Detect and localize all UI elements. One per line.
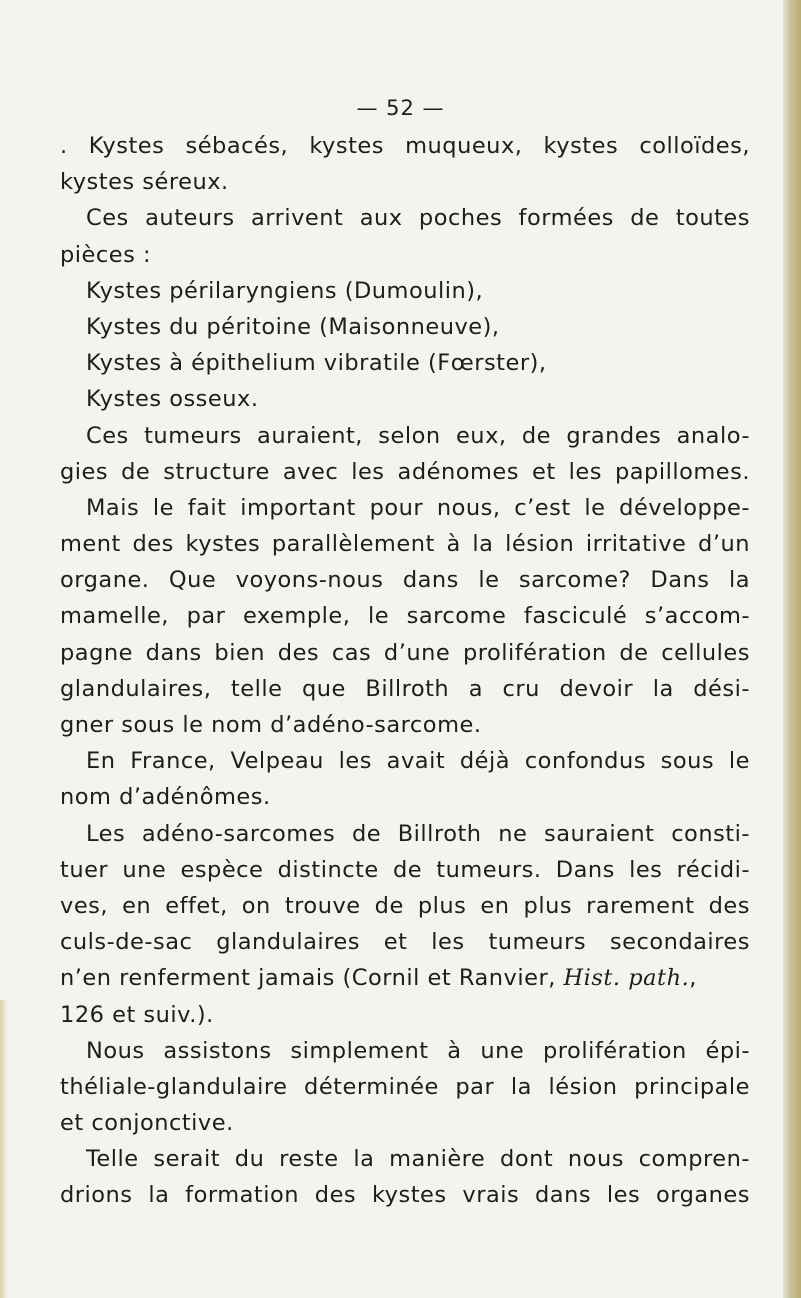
text-line-content: pagne dans bien des cas d’une prolifération de cellules (60, 639, 750, 666)
text-line-content: Mais le fait important pour nous, c’est le développe- (86, 494, 750, 521)
text-line (60, 924, 750, 960)
text-line-content: En France, Velpeau les avait déjà confondus sous le (86, 748, 750, 775)
page-number: — 52 — (356, 96, 445, 120)
text-line-content: Telle serait du reste la manière dont nous compren- (86, 1146, 750, 1173)
text-line (60, 490, 750, 526)
text-line (60, 418, 750, 454)
text-line (60, 1177, 750, 1213)
text-line (60, 816, 750, 852)
text-line (60, 1033, 750, 1069)
text-line (60, 671, 750, 707)
text-line (60, 852, 750, 888)
page-edge-left-shadow (0, 1000, 8, 1298)
text-line (60, 128, 750, 164)
text-line (60, 273, 750, 309)
text-line-content: kystes séreux. (60, 169, 229, 196)
text-line (60, 635, 750, 671)
text-line-content: nom d’adénômes. (60, 784, 271, 811)
text-line-content: Ces tumeurs auraient, selon eux, de grandes analo- (86, 422, 750, 449)
text-line (60, 381, 750, 417)
text-line-content: mamelle, par exemple, le sarcome fasciculé s’accom- (60, 603, 750, 630)
text-line-content: tuer une espèce distincte de tumeurs. Dans les récidi- (60, 856, 750, 883)
text-line-content: gner sous le nom d’adéno-sarcome. (60, 712, 482, 738)
text-line-content: Nous assistons simplement à une prolifération épi- (86, 1037, 750, 1064)
text-line (60, 526, 750, 562)
text-line (60, 1105, 750, 1141)
text-line (60, 345, 750, 381)
page-edge-shadow (783, 0, 801, 1298)
text-line (60, 888, 750, 924)
text-line-content: Ces auteurs arrivent aux poches formées de toutes (86, 205, 750, 232)
text-line (60, 164, 750, 200)
text-line-content: gies de structure avec les adénomes et les papillomes. (60, 458, 750, 485)
text-line (60, 1069, 750, 1105)
text-line-content: Kystes du péritoine (Maisonneuve), (86, 313, 500, 340)
text-line-content: théliale-glandulaire déterminée par la lésion principale (60, 1073, 750, 1100)
text-line-content: organe. Que voyons-nous dans le sarcome? Dans la (60, 567, 750, 594)
text-line (60, 960, 750, 996)
citation-punctuation: , (689, 965, 697, 992)
text-line-content: et conjonctive. (60, 1110, 234, 1137)
text-line (60, 743, 750, 779)
text-line-content: . Kystes sébacés, kystes muqueux, kystes colloïdes, (60, 133, 750, 159)
text-line-content: ment des kystes parallèlement à la lésion irritative d’un (60, 531, 750, 558)
text-line (60, 562, 750, 598)
text-line-content: pièces : (60, 241, 152, 268)
text-line-content: Kystes osseux. (86, 386, 259, 413)
text-line-content: drions la formation des kystes vrais dans les organes (60, 1182, 750, 1209)
text-line (60, 309, 750, 345)
text-line-content: 126 et suiv.). (60, 1001, 214, 1028)
page-body-text (60, 128, 750, 1214)
text-line (60, 454, 750, 490)
text-line-content: glandulaires, telle que Billroth a cru devoir la dési- (60, 675, 750, 702)
text-line (60, 1141, 750, 1177)
text-line (60, 779, 750, 815)
text-line (60, 598, 750, 634)
text-line (60, 237, 750, 273)
text-line (60, 200, 750, 236)
text-line-content: Kystes périlaryngiens (Dumoulin), (86, 277, 484, 304)
text-line-content: ves, en effet, on trouve de plus en plus rarement des (60, 892, 750, 919)
text-line (60, 707, 750, 743)
text-line-content: Les adéno-sarcomes de Billroth ne sauraient consti- (86, 820, 750, 847)
text-line (60, 997, 750, 1033)
text-line-content: culs-de-sac glandulaires et les tumeurs secondaires (60, 929, 750, 956)
text-line-content: n’en renferment jamais (Cornil et Ranvier, (60, 965, 556, 992)
citation-title: Hist. path. (563, 965, 690, 992)
text-line-content: Kystes à épithelium vibratile (Fœrster), (86, 350, 547, 377)
